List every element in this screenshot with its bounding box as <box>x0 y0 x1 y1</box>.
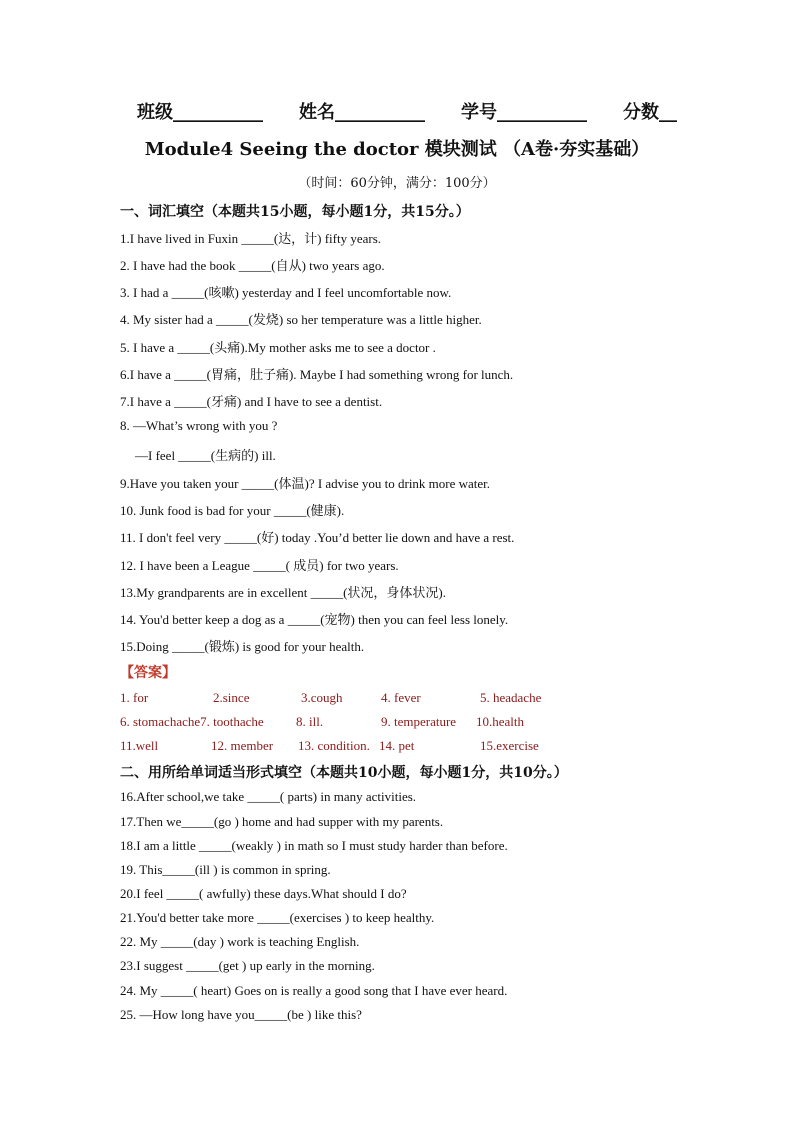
question-3: 3. I had a _____(咳嗽) yesterday and I feel uncomfortable now. <box>120 285 452 300</box>
student-id-field: 学号__________ <box>461 102 587 123</box>
score-field: 分数__ <box>623 102 677 123</box>
question-10: 10. Junk food is bad for your _____(健康). <box>120 503 345 518</box>
student-info-header <box>137 98 677 124</box>
question-18: 18.I am a little _____(weakly ) in math so I must study harder than before. <box>120 838 508 853</box>
question-8-reply: —I feel _____(生病的) ill. <box>135 448 276 463</box>
question-22: 22. My _____(day ) work is teaching English. <box>120 934 360 949</box>
question-12: 12. I have been a League _____( 成员) for two years. <box>120 558 399 573</box>
section1-heading: 一、词汇填空（本题共15小题，每小题1分，共15分。） <box>120 204 470 220</box>
answer-item: 9. temperature <box>381 714 457 729</box>
question-24: 24. My _____( heart) Goes on is really a good song that I have ever heard. <box>120 983 508 998</box>
answer-item: 5. headache <box>480 690 542 705</box>
question-17: 17.Then we_____(go ) home and had supper with my parents. <box>120 814 444 829</box>
section2-heading: 二、用所给单词适当形式填空（本题共10小题，每小题1分，共10分。） <box>120 765 568 781</box>
answer-item: 15.exercise <box>480 738 539 753</box>
question-19: 19. This_____(ill ) is common in spring. <box>120 862 331 877</box>
answer-label: 【答案】 <box>120 665 176 681</box>
question-1: 1.I have lived in Fuxin _____(达，计) fifty years. <box>120 231 382 246</box>
question-13: 13.My grandparents are in excellent _____(状况，身体状况). <box>120 585 447 600</box>
question-6: 6.I have a _____(胃痛，肚子痛). Maybe I had something wrong for lunch. <box>120 367 514 382</box>
answer-item: 3.cough <box>301 690 343 705</box>
answer-item: 8. ill. <box>296 714 324 729</box>
question-15: 15.Doing _____(锻炼) is good for your health. <box>120 639 365 654</box>
name-field: 姓名__________ <box>299 102 425 123</box>
answer-item: 2.since <box>213 690 250 705</box>
question-11: 11. I don't feel very _____(好) today .You’d better lie down and have a rest. <box>120 530 515 545</box>
class-field: 班级__________ <box>137 102 263 123</box>
answer-item: 10.health <box>476 714 525 729</box>
question-14: 14. You'd better keep a dog as a _____(宠物) then you can feel less lonely. <box>120 612 509 627</box>
question-9: 9.Have you taken your _____(体温)? I advise you to drink more water. <box>120 476 491 491</box>
question-2: 2. I have had the book _____(自从) two years ago. <box>120 258 385 273</box>
question-21: 21.You'd better take more _____(exercises ) to keep healthy. <box>120 910 435 925</box>
answer-item: 1. for <box>120 690 149 705</box>
page-subtitle: （时间：60分钟，满分：100分） <box>298 176 496 191</box>
question-25: 25. —How long have you_____(be ) like this? <box>120 1007 362 1022</box>
question-5: 5. I have a _____(头痛).My mother asks me to see a doctor . <box>120 340 436 355</box>
page-title: Module4 Seeing the doctor 模块测试 （A卷·夯实基础） <box>144 139 650 160</box>
answer-item: 13. condition. <box>298 738 370 753</box>
answer-item: 11.well <box>120 738 159 753</box>
question-23: 23.I suggest _____(get ) up early in the morning. <box>120 958 375 973</box>
question-8: 8. —What’s wrong with you ? <box>120 418 278 433</box>
answer-item: 6. stomachache7. toothache <box>120 714 264 729</box>
question-7: 7.I have a _____(牙痛) and I have to see a dentist. <box>120 394 383 409</box>
answer-item: 14. pet <box>379 738 415 753</box>
question-4: 4. My sister had a _____(发烧) so her temperature was a little higher. <box>120 312 482 327</box>
answer-item: 12. member <box>211 738 274 753</box>
question-20: 20.I feel _____( awfully) these days.What should I do? <box>120 886 407 901</box>
answer-item: 4. fever <box>381 690 421 705</box>
question-16: 16.After school,we take _____( parts) in many activities. <box>120 789 417 804</box>
